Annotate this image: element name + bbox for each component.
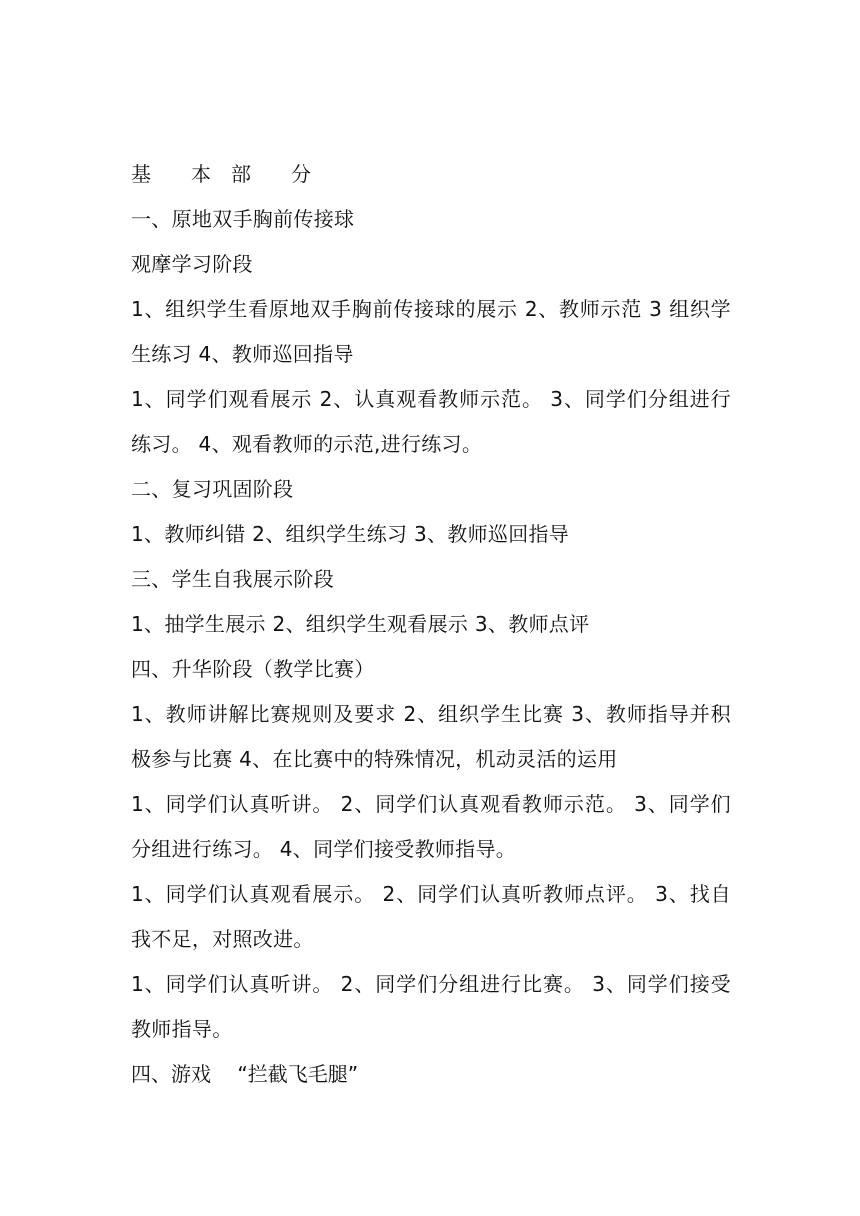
document-body: [131, 152, 731, 1097]
paragraph-student-steps-4: 1、同学们认真听讲。 2、同学们分组进行比赛。 3、同学们接受教师指导。: [131, 972, 731, 1041]
stage-sublimation: 四、升华阶段（教学比赛）: [131, 657, 375, 681]
subheading-game: 四、游戏 “拦截飞毛腿”: [131, 1062, 359, 1086]
stage-self-display: 三、学生自我展示阶段: [131, 567, 334, 591]
paragraph-student-steps-1: 1、同学们观看展示 2、认真观看教师示范。 3、同学们分组进行练习。 4、观看教师的示范,进行练习。: [131, 387, 731, 456]
paragraph-student-steps-2: 1、同学们认真听讲。 2、同学们认真观看教师示范。 3、同学们分组进行练习。 4、同学们接受教师指导。: [131, 792, 731, 861]
section-heading: 基 本 部 分: [131, 162, 311, 186]
stage-review: 二、复习巩固阶段: [131, 477, 294, 501]
paragraph-teacher-steps-1: 1、组织学生看原地双手胸前传接球的展示 2、教师示范 3 组织学生练习 4、教师巡回指导: [131, 297, 731, 366]
paragraph-teacher-steps-3: 1、抽学生展示 2、组织学生观看展示 3、教师点评: [131, 612, 590, 636]
paragraph-teacher-steps-2: 1、教师纠错 2、组织学生练习 3、教师巡回指导: [131, 522, 570, 546]
subheading-passing: 一、原地双手胸前传接球: [131, 207, 355, 231]
paragraph-student-steps-3: 1、同学们认真观看展示。 2、同学们认真听教师点评。 3、找自我不足，对照改进。: [131, 882, 731, 951]
stage-observe-learn: 观摩学习阶段: [131, 252, 253, 276]
paragraph-teacher-steps-4: 1、教师讲解比赛规则及要求 2、组织学生比赛 3、教师指导并积极参与比赛 4、在比赛中的特殊情况，机动灵活的运用: [131, 702, 731, 771]
